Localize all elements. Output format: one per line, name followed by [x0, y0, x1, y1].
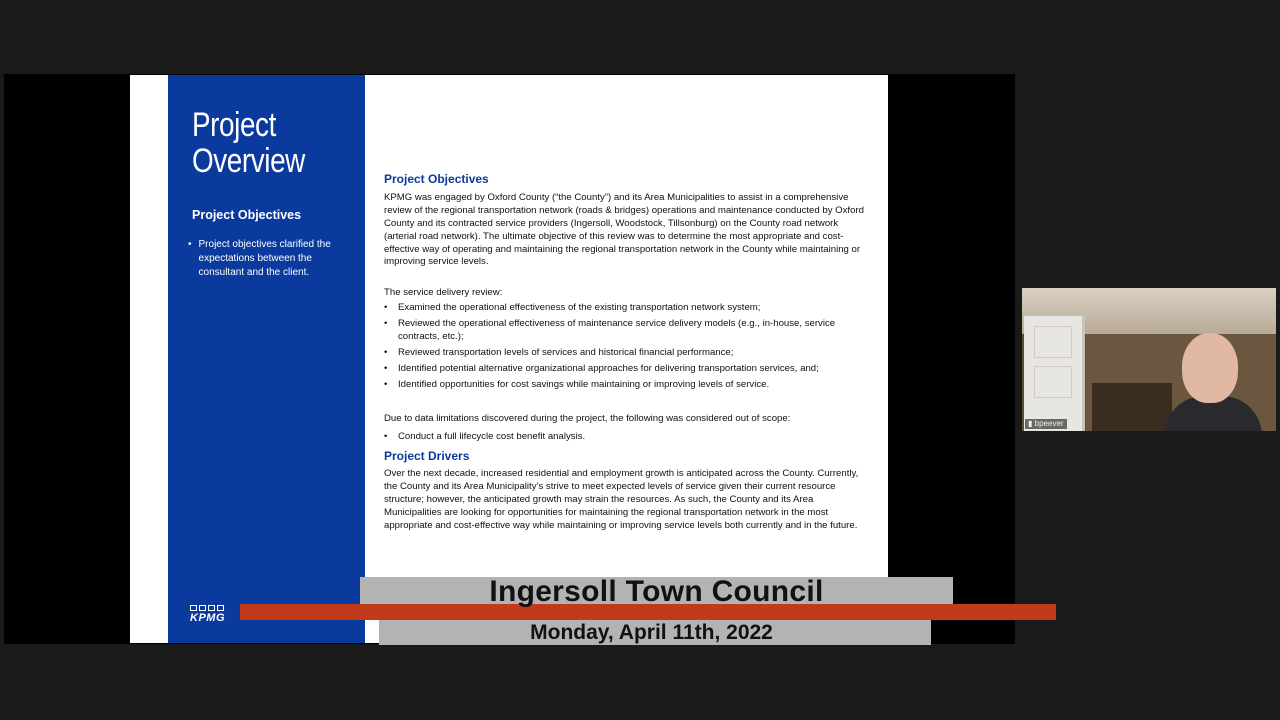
slide-title-line1: Project	[192, 106, 276, 144]
slide-content	[384, 173, 864, 533]
video-door	[1024, 316, 1085, 431]
kpmg-logo-boxes	[190, 605, 225, 611]
side-bullet	[188, 238, 348, 280]
kpmg-logo	[190, 605, 225, 624]
signal-icon: ▮	[1028, 419, 1033, 428]
list-item: • Identified potential alternative organizational approaches for delivering transportation services, and;	[384, 363, 864, 376]
list-item: • Conduct a full lifecycle cost benefit analysis.	[384, 431, 864, 444]
banner-date: Monday, April 11th, 2022	[530, 621, 773, 644]
video-shelf	[1092, 383, 1172, 431]
kpmg-logo-text: KPMG	[190, 612, 225, 624]
list-item: • Reviewed the operational effectiveness of maintenance service delivery models (e.g., in-house, service contracts, etc.);	[384, 318, 864, 344]
side-bullet-text: Project objectives clarified the expectations between the consultant and the client.	[198, 239, 331, 278]
slide-title	[192, 107, 331, 179]
bullet-icon: •	[188, 239, 192, 250]
slide-title-line2: Overview	[192, 142, 305, 180]
drivers-heading: Project Drivers	[384, 448, 470, 463]
presentation-slide	[130, 75, 888, 643]
banner-title: Ingersoll Town Council	[489, 575, 824, 608]
review-intro: The service delivery review:	[384, 287, 503, 299]
scope-intro: Due to data limitations discovered during the project, the following was considered out of scope:	[384, 412, 791, 424]
review-list	[384, 302, 864, 391]
participant-name: bpeever	[1034, 419, 1064, 428]
slide-side-panel	[168, 75, 365, 643]
participant-name-label	[1025, 419, 1067, 429]
list-item: • Reviewed transportation levels of services and historical financial performance;	[384, 347, 864, 360]
participant-video-tile[interactable]	[1022, 288, 1276, 431]
scope-list	[384, 431, 864, 444]
objectives-heading: Project Objectives	[384, 172, 489, 186]
side-subtitle: Project Objectives	[192, 208, 302, 222]
drivers-paragraph: Over the next decade, increased residential and employment growth is anticipated across the County. Currently, the County and its Area Municipality’s strive to meet expected levels of service given their current resource structure; however, the anticipated growth may strain the resources. As such, the County and its Area Municipalities are looking for opportunities for maintaining the regional transportation network in the most appropriate and cost-effective way while maintaining or improving service levels both currently and in the future.	[384, 468, 859, 532]
participant-face	[1182, 333, 1238, 403]
list-item: • Examined the operational effectiveness of the existing transportation network system;	[384, 302, 864, 315]
list-item: • Identified opportunities for cost savings while maintaining or improving levels of service.	[384, 379, 864, 392]
objectives-paragraph: KPMG was engaged by Oxford County (“the County”) and its Area Municipalities to assist in a comprehensive review of the regional transportation network (roads & bridges) operations and maintenance conducted by Oxford County and its contracted service providers (Ingersoll, Woodstock, Tillsonburg) on the County road network (arterial road network). The ultimate objective of this review was to determine the most appropriate and cost-effective way of operating and maintaining the regional transportation network in the County while maintaining or improving service levels.	[384, 191, 864, 268]
